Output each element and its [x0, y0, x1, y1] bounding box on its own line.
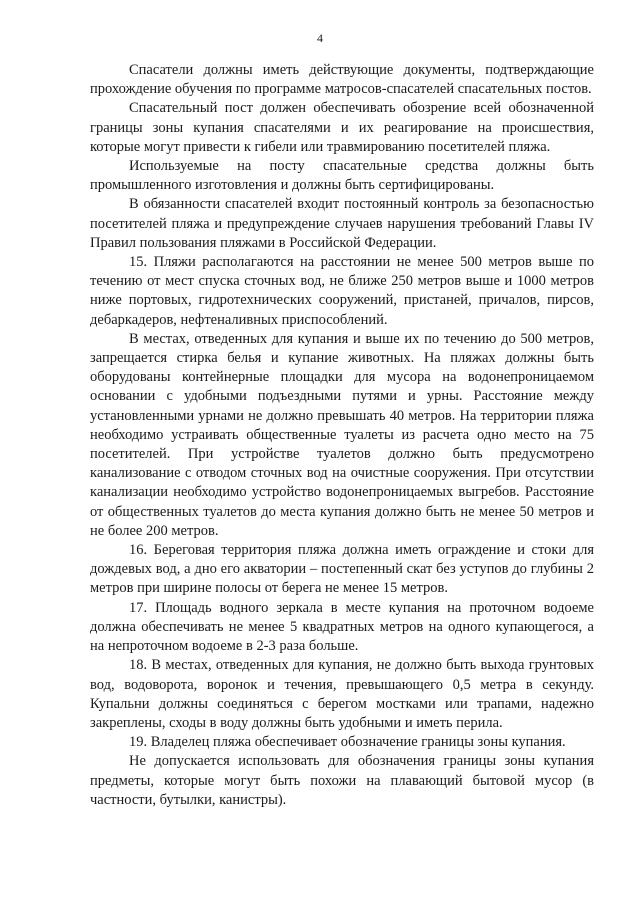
paragraph: 15. Пляжи располагаются на расстоянии не менее 500 метров выше по течению от мест спуска сточных вод, не ближе 250 метров выше и 1000 метров ниже портовых, гидротехнических сооружений, пристаней, причалов, пирсов, дебаркадеров, нефтеналивных приспособлений.	[90, 254, 594, 328]
paragraph: 17. Площадь водного зеркала в месте купания на проточном водоеме должна обеспечивать не менее 5 квадратных метров на одного купающегося, а на непроточном водоеме в 2-3 раза больше.	[90, 599, 594, 655]
paragraph: Не допускается использовать для обозначения границы зоны купания предметы, которые могут быть похожи на плавающий бытовой мусор (в частности, бутылки, канистры).	[90, 753, 594, 808]
document-body	[90, 61, 594, 810]
page-number: 4	[317, 31, 323, 45]
paragraph: В обязанности спасателей входит постоянный контроль за безопасностью посетителей пляжа и предупреждение случаев нарушения требований Главы IV Правил пользования пляжами в Российской Федерации.	[90, 196, 594, 251]
paragraph: Спасатели должны иметь действующие документы, подтверждающие прохождение обучения по программе матросов-спасателей спасательных постов.	[90, 62, 594, 98]
paragraph: В местах, отведенных для купания и выше их по течению до 500 метров, запрещается стирка белья и купание животных. На пляжах должны быть оборудованы контейнерные площадки для мусора на водонепроницаемом основании с удобными подъездными путями и урны. Расстояние между установленными урнами не должно превышать 40 метров. На территории пляжа необходимо устраивать общественные туалеты из расчета одно место на 75 посетителей. При устройстве туалетов должно быть предусмотрено канализование с отводом сточных вод на очистные сооружения. При отсутствии канализации необходимо устройство водонепроницаемых выгребов. Расстояние от общественных туалетов до места купания должно быть не менее 50 метров и не более 200 метров.	[90, 330, 594, 539]
paragraph: 19. Владелец пляжа обеспечивает обозначение границы зоны купания.	[129, 734, 566, 751]
paragraph: 18. В местах, отведенных для купания, не должно быть выхода грунтовых вод, водоворота, воронок и течения, превышающего 0,5 метра в секунду. Купальни должны соединяться с берегом мостками или трапами, надежно закреплены, сходы в воду должны быть удобными и иметь перила.	[90, 657, 594, 731]
paragraph: Используемые на посту спасательные средства должны быть промышленного изготовления и должны быть сертифицированы.	[90, 158, 594, 194]
paragraph: Спасательный пост должен обеспечивать обозрение всей обозначенной границы зоны купания спасателями и их реагирование на происшествия, которые могут привести к гибели или травмированию посетителей пляжа.	[90, 100, 594, 155]
paragraph: 16. Береговая территория пляжа должна иметь ограждение и стоки для дождевых вод, а дно его акватории – постепенный скат без уступов до глубины 2 метров при ширине полосы от берега не менее 15 метров.	[90, 542, 594, 597]
